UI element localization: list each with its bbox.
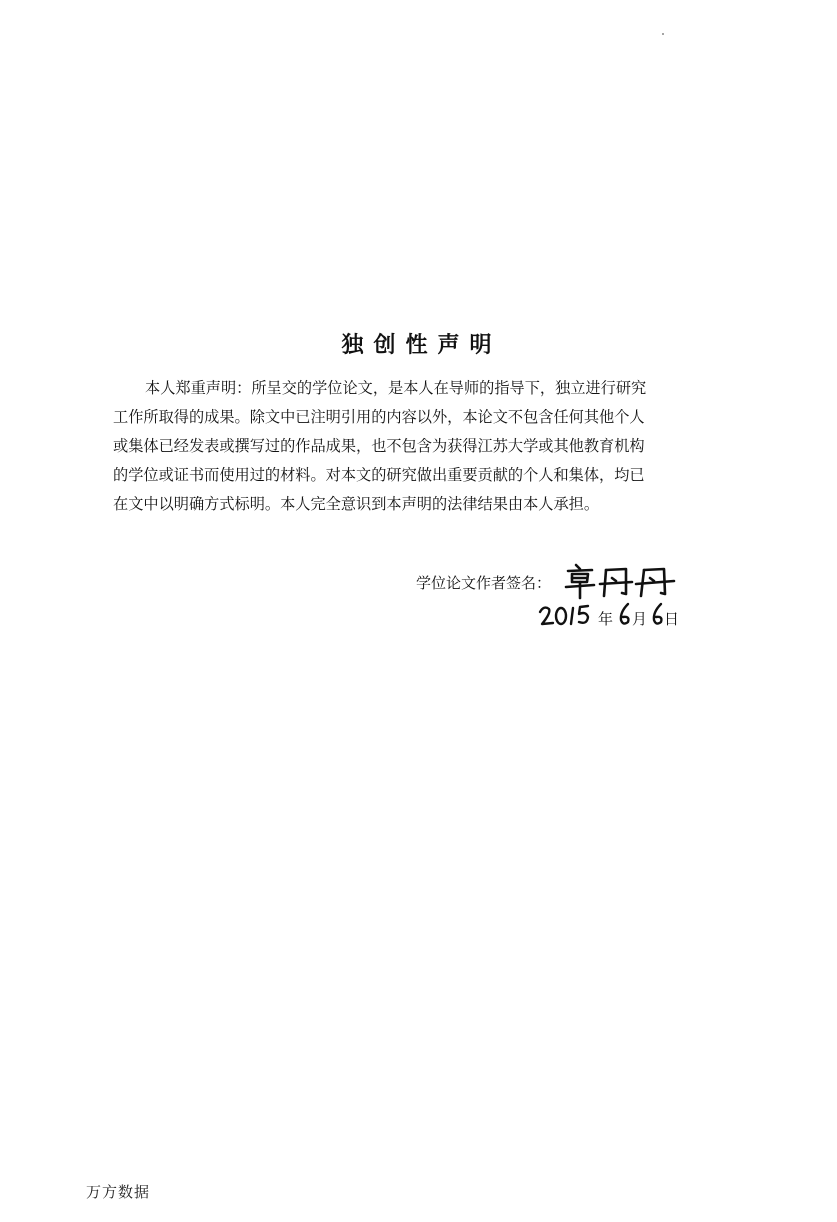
- declaration-line: 的学位或证书而使用过的材料。对本文的研究做出重要贡献的个人和集体，均已: [113, 466, 645, 484]
- declaration-line: 在文中以明确方式标明。本人完全意识到本声明的法律结果由本人承担。: [113, 495, 599, 513]
- handwritten-date: [536, 600, 696, 632]
- watermark-text: 万方数据: [86, 1183, 151, 1201]
- declaration-line: 本人郑重声明：所呈交的学位论文，是本人在导师的指导下，独立进行研究: [145, 379, 647, 397]
- declaration-line: 工作所取得的成果。除文中已注明引用的内容以外，本论文不包含任何其他个人: [113, 408, 645, 426]
- scan-speck: [662, 33, 664, 35]
- declaration-body: [113, 374, 727, 519]
- signature-label: 学位论文作者签名：: [416, 574, 552, 592]
- svg-text:年: 年: [598, 610, 614, 628]
- handwritten-signature: [562, 560, 682, 600]
- svg-text:日: 日: [664, 610, 680, 628]
- page-title: 独创性声明: [341, 333, 502, 358]
- signature-block: [416, 560, 716, 640]
- declaration-line: 或集体已经发表或撰写过的作品成果，也不包含为获得江苏大学或其他教育机构: [113, 437, 645, 455]
- svg-text:月: 月: [632, 610, 648, 628]
